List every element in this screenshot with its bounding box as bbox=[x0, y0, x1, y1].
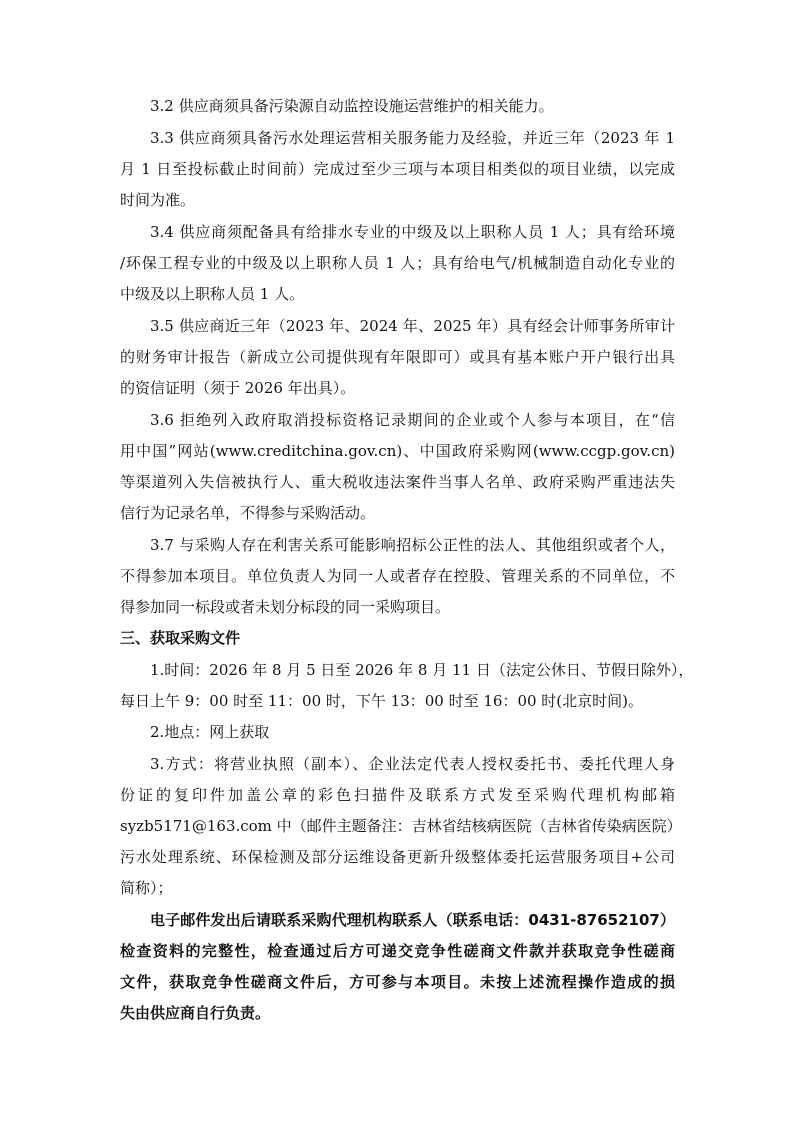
clause-3-4-line-2: /环保工程专业的中级及以上职称人员 1 人；具有给电气/机械制造自动化专业的 bbox=[120, 254, 675, 272]
item-method-line-4: 污水处理系统、环保检测及部分运维设备更新升级整体委托运营服务项目+公司 bbox=[120, 848, 675, 866]
clause-3-3-line-1: 3.3 供应商须具备污水处理运营相关服务能力及经验，并近三年（2023 年 1 bbox=[150, 129, 675, 147]
notice-line-4: 失由供应商自行负责。 bbox=[120, 1004, 271, 1022]
clause-3-7-line-1: 3.7 与采购人存在利害关系可能影响招标公正性的法人、其他组织或者个人， bbox=[150, 536, 675, 554]
item-method-line-5: 简称）； bbox=[120, 879, 173, 897]
clause-3-4-line-1: 3.4 供应商须配备具有给排水专业的中级及以上职称人员 1 人；具有给环境 bbox=[150, 223, 675, 241]
clause-3-6-line-1: 3.6 拒绝列入政府取消投标资格记录期间的企业或个人参与本项目，在“信 bbox=[150, 411, 675, 429]
clause-3-6-line-2: 用中国”网站(www.creditchina.gov.cn)、中国政府采购网(www.ccgp.gov.cn) bbox=[120, 442, 675, 460]
item-location: 2.地点：网上获取 bbox=[150, 723, 270, 741]
clause-3-3-line-2: 月 1 日至投标截止时间前）完成过至少三项与本项目相类似的项目业绩，以完成 bbox=[120, 160, 675, 178]
clause-3-6-line-4: 信行为记录名单，不得参与采购活动。 bbox=[120, 504, 376, 522]
clause-3-2: 3.2 供应商须具备污染源自动监控设施运营维护的相关能力。 bbox=[150, 97, 554, 115]
item-method-line-3: syzb5171@163.com 中（邮件主题备注：吉林省结核病医院（吉林省传染病医院） bbox=[120, 817, 682, 835]
section-heading-3: 三、获取采购文件 bbox=[120, 629, 241, 647]
clause-3-7-line-3: 得参加同一标段或者未划分标段的同一采购项目。 bbox=[120, 598, 451, 616]
notice-line-3: 文件，获取竞争性磋商文件后，方可参与本项目。未按上述流程操作造成的损 bbox=[120, 973, 675, 991]
clause-3-3-line-3: 时间为准。 bbox=[120, 191, 196, 209]
clause-3-5-line-1: 3.5 供应商近三年（2023 年、2024 年、2025 年）具有经会计师事务所审计 bbox=[150, 317, 675, 335]
clause-3-7-line-2: 不得参加本项目。单位负责人为同一人或者存在控股、管理关系的不同单位，不 bbox=[120, 567, 675, 585]
item-method-line-2: 份证的复印件加盖公章的彩色扫描件及联系方式发至采购代理机构邮箱 bbox=[120, 786, 675, 804]
clause-3-6-line-3: 等渠道列入失信被执行人、重大税收违法案件当事人名单、政府采购严重违法失 bbox=[120, 473, 675, 491]
clause-3-5-line-3: 的资信证明（须于 2026 年出具）。 bbox=[120, 379, 356, 397]
notice-line-2: 检查资料的完整性，检查通过后方可递交竞争性磋商文件款并获取竞争性磋商 bbox=[120, 942, 675, 960]
clause-3-5-line-2: 的财务审计报告（新成立公司提供现有年限即可）或具有基本账户开户银行出具 bbox=[120, 348, 675, 366]
clause-3-4-line-3: 中级及以上职称人员 1 人。 bbox=[120, 285, 305, 303]
item-time-line-2: 每日上午 9：00 时至 11：00 时，下午 13：00 时至 16：00 时(北京时间)。 bbox=[120, 692, 644, 710]
item-method-line-1: 3.方式：将营业执照（副本）、企业法定代表人授权委托书、委托代理人身 bbox=[150, 755, 675, 773]
item-time-line-1: 1.时间：2026 年 8 月 5 日至 2026 年 8 月 11 日（法定公休日、节假日除外）， bbox=[150, 661, 694, 679]
notice-line-1: 电子邮件发出后请联系采购代理机构联系人（联系电话：0431-87652107） bbox=[150, 911, 675, 929]
